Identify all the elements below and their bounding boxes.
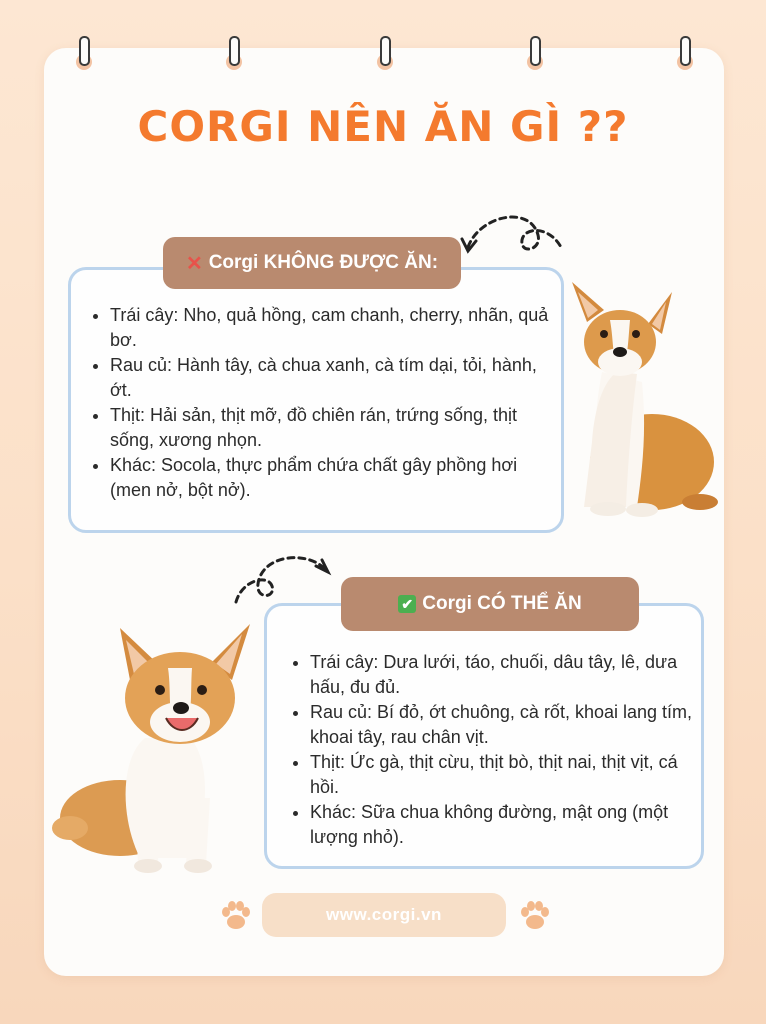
list-item: • Thịt: Hải sản, thịt mỡ, đồ chiên rán, trứng sống, thịt sống, xương nhọn. [110, 403, 550, 453]
can-eat-heading-pill [341, 577, 639, 631]
list-item: • Khác: Sữa chua không đường, mật ong (một lượng nhỏ). [310, 800, 702, 850]
list-item: • Khác: Socola, thực phẩm chứa chất gây phồng hơi (men nở, bột nở). [110, 453, 550, 503]
dashed-arrow-doodle [460, 205, 570, 265]
corgi-smiling-illustration [50, 618, 260, 880]
list-item: • Rau củ: Bí đỏ, ớt chuông, cà rốt, khoai lang tím, khoai tây, rau chân vịt. [310, 700, 702, 750]
cannot-eat-heading-pill [163, 237, 461, 289]
corgi-sitting-illustration [562, 262, 722, 522]
binder-ring-icon [527, 36, 543, 72]
can-eat-heading: Corgi CÓ THỂ ĂN [422, 593, 582, 614]
list-item: • Trái cây: Dưa lưới, táo, chuối, dâu tây, lê, dưa hấu, đu đủ. [310, 650, 702, 700]
cross-mark-icon: ✕ [185, 252, 203, 275]
binder-ring-icon [226, 36, 242, 72]
cannot-eat-heading: Corgi KHÔNG ĐƯỢC ĂN: [208, 252, 439, 273]
dashed-arrow-doodle [228, 544, 338, 608]
list-item: • Trái cây: Nho, quả hồng, cam chanh, cherry, nhãn, quả bơ. [110, 303, 550, 353]
page-title: CORGI NÊN ĂN GÌ ?? [137, 102, 629, 151]
list-item: • Rau củ: Hành tây, cà chua xanh, cà tím dại, tỏi, hành, ớt. [110, 353, 550, 403]
check-mark-icon: ✔ [398, 595, 416, 613]
paw-icon [218, 898, 254, 934]
list-item: • Thịt: Ức gà, thịt cừu, thịt bò, thịt nai, thịt vịt, cá hồi. [310, 750, 702, 800]
can-eat-list [288, 650, 702, 850]
website-link[interactable]: www.corgi.vn [262, 893, 506, 937]
binder-ring-icon [377, 36, 393, 72]
binder-ring-icon [76, 36, 92, 72]
binder-ring-icon [677, 36, 693, 72]
cannot-eat-list [88, 303, 550, 503]
paw-icon [517, 898, 553, 934]
